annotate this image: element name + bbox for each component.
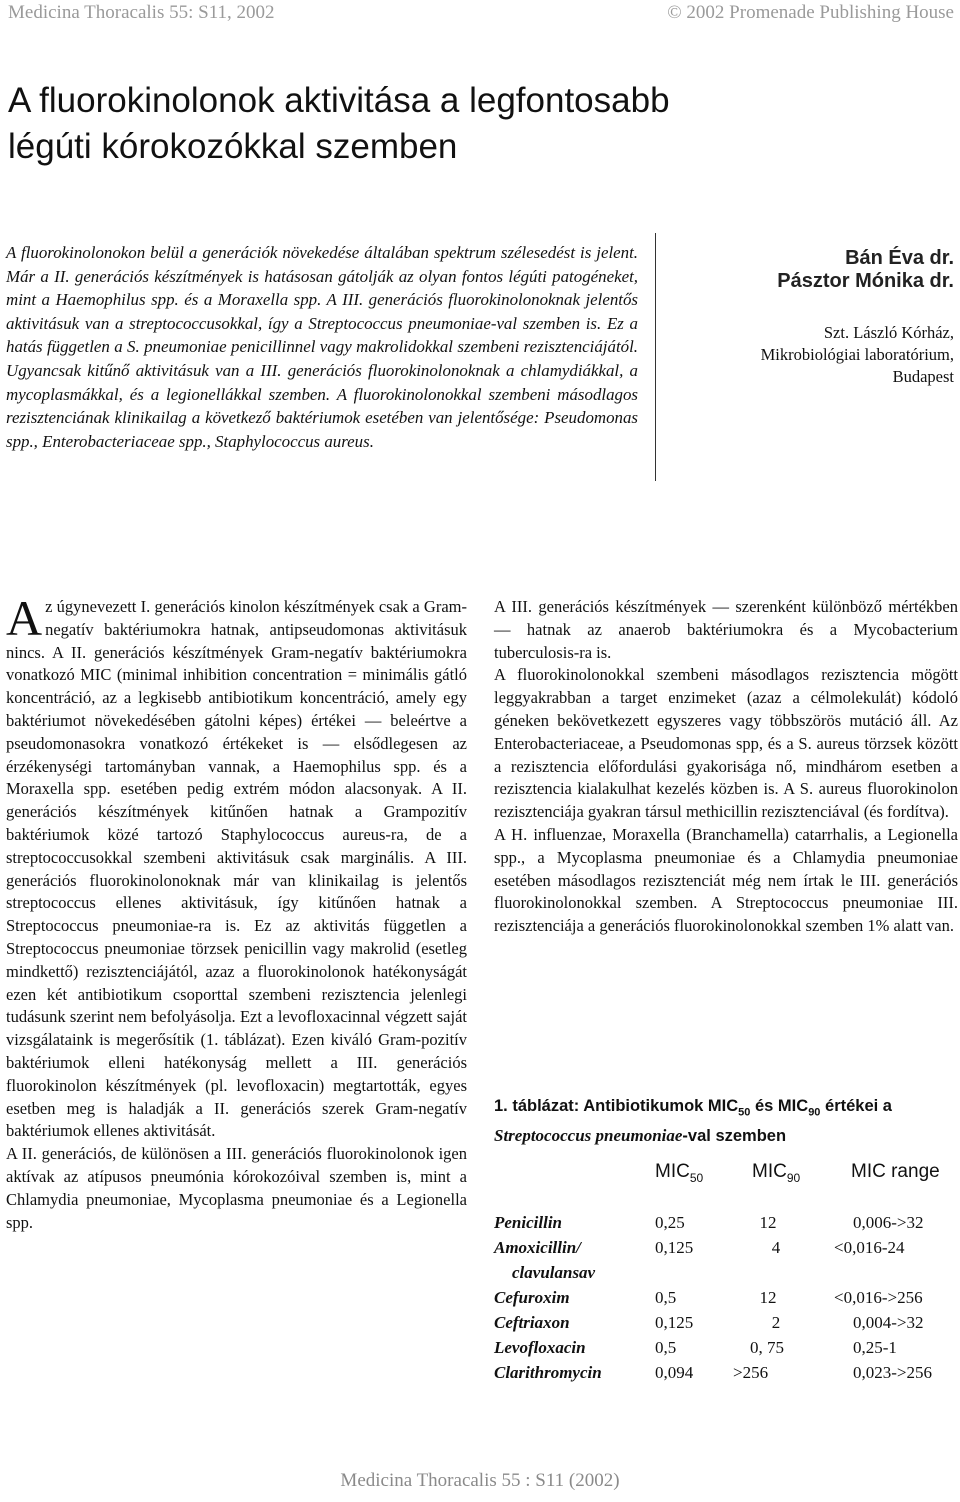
body-text: z úgynevezett I. generációs kinolon készítmények csak a Gram-negatív baktériumokra hatnak, antipseudomonas aktivitásuk nincs. A II. generációs készítmények Gram-negatív baktériumokra vonatkozó MIC (minimal inhibition concentration = minimális gátló koncentráció, az a legkisebb antibiotikum koncentráció, amely egy baktériumot növekedésében gátolni képes) értékei — beleértve a pseudomonasokra vonatkozó értékeket is — elsődlegesen az érzékenységi tartományban vannak, a Haemophilus spp. és a Moraxella spp. esetében pedig extrém módon alacsonyak. A II. generációs készítmények kitűnően hatnak a Grampozitív baktériumok közé tartozó Staphylococcus aureus-ra, de a streptococcusokkal szembeni aktivitásuk csak marginális. A III. generációs fluorokinolonoknak már van klinikailag is jelentős streptococcus ellenes aktivitásuk, így kitűnően hatnak a Streptococcus pneumoniae-ra is. Ez az aktivitás független a Streptococcus pneumoniae törzsek penicillin vagy makrolid (esetleg mindkettő) rezisztenciájától, azaz a fluorokinolonok hatékonyságát ezen két antibiotikum csoporttal szembeni rezisztencia jelenlegi tudásunk szerint nem befolyásolja. Ezt a levofloxacinnal végzett saját vizsgálataink is megerősítik (1. táblázat). Ezen kiváló Gram-pozitív baktériumok elleni hatékonyság mellett a III. generációs fluorokinolon készítmények (pl. levofloxacin) megtartották, egyes esetben meg is haladják a II. generációs szerek Gram-negatív baktériumok ellenes aktivitását. <box>6 597 467 1141</box>
table-cell-range: 0,25-1 <box>853 1338 897 1357</box>
abstract <box>6 241 638 453</box>
author-name: Bán Éva dr. <box>845 247 954 269</box>
affiliation <box>664 322 954 388</box>
author-name: Pásztor Mónika dr. <box>777 270 954 292</box>
article-title <box>8 78 670 170</box>
page-footer: Medicina Thoracalis 55 : S11 (2002) <box>340 1470 620 1491</box>
affiliation-line: Szt. László Kórház, <box>823 323 954 342</box>
table-cell-drug: Ceftriaxon <box>494 1313 570 1332</box>
table-cell-mic90: 12 <box>759 1288 777 1307</box>
title-line-1: A fluorokinolonok aktivitása a legfontosabb <box>8 81 670 120</box>
table-cell-mic50: 0,5 <box>655 1288 677 1307</box>
table-cell-mic50: 0,094 <box>655 1363 694 1382</box>
affiliation-line: Mikrobiológiai laboratórium, <box>760 345 954 364</box>
table-cell-mic90: 4 <box>771 1238 781 1257</box>
body-paragraph: A fluorokinolonokkal szembeni másodlagos rezisztencia mögött leggyakrabban a target enzimeket (azaz a célmolekulát) kódoló géneken bekövetkezett egyszeres vagy többszörös mutáció áll. Az Enterobacteriaceae, a Pseudomonas spp, és a S. aureus törzsek között a rezisztencia előfordulási gyakorisága nő, mindhárom esetben a rezisztencia kialakulhat kezelés közben is. A S. aureus fluorokinolon rezisztenciája gyakran társul methicillin rezisztenciával (és fordítva). <box>494 665 958 822</box>
table-cell-drug: Amoxicillin/ <box>494 1238 581 1257</box>
table-cell-range: <0,016->256 <box>834 1288 923 1307</box>
table-cell-mic90: 2 <box>771 1313 781 1332</box>
body-paragraph: A H. influenzae, Moraxella (Branchamella) catarrhalis, a Legionella spp., a Mycoplasma pneumoniae és a Chlamydia pneumoniae esetében másodlagos rezisztenciát még nem írtak le III. generációs fluorokinolonokkal szemben. A Streptococcus pneumoniae III. rezisztenciája a generációs fluorokinolonokkal szemben 1% alatt van. <box>494 824 958 936</box>
table-cell-drug: Penicillin <box>494 1213 562 1232</box>
table-cell-drug: Cefuroxim <box>494 1288 570 1307</box>
affiliation-line: Budapest <box>892 367 954 386</box>
table-cell-drug: Clarithromycin <box>494 1363 602 1382</box>
body-paragraph: A II. generációs, de különösen a III. generációs fluorokinolonok igen aktívak az atípusos pneumónia kórokozóival szemben is, mint a Chlamydia pneumoniae, Mycoplasma pneumoniae és a Legionella spp. <box>6 1144 467 1232</box>
table-cell-mic90: 0, 75 <box>750 1338 784 1357</box>
table-cell-range: 0,006->32 <box>853 1213 924 1232</box>
table-cell-range: <0,016-24 <box>834 1238 905 1257</box>
table-header-mic50: $MIC_{50}$ <box>655 1161 704 1185</box>
table-cell-mic50: 0,5 <box>655 1338 677 1357</box>
journal-citation: Medicina Thoracalis 55: S11, 2002 <box>8 2 275 23</box>
table-cell-mic90: 12 <box>759 1213 777 1232</box>
table-cell-mic50: 0,25 <box>655 1213 685 1232</box>
copyright-notice: © 2002 Promenade Publishing House <box>667 2 954 23</box>
authors <box>674 247 954 293</box>
body-column-left <box>6 590 467 1234</box>
body-paragraph <box>6 590 467 1143</box>
table-cell-range: 0,004->32 <box>853 1313 924 1332</box>
table-cell-mic90: >256 <box>733 1363 769 1382</box>
table-cell-range: 0,023->256 <box>853 1363 932 1382</box>
body-paragraph: A III. generációs készítmények — szerenként különböző mértékben — hatnak az anaerob baktériumokra és a Mycobacterium tuberculosis-ra is. <box>494 597 958 662</box>
table-cell-mic50: 0,125 <box>655 1238 694 1257</box>
table-header-mic90: $MIC_{90}$ <box>752 1161 801 1185</box>
drop-cap: A <box>6 590 43 646</box>
abstract-text: A fluorokinolonokon belül a generációk növekedése általában spektrum szélesedést is jelent. Már a II. generációs készítmények is hatásosan gátolják az olyan fontos légúti patogéneket, mint a Haemophilus spp. és a Moraxella spp. A III. generációs fluorokinolonoknak jelentős aktivitásuk van a streptococcusokkal, így a Streptococcus pneumoniae-val szemben is. Ez a hatás független a S. pneumoniae penicillinnel vagy makrolidokkal szembeni rezisztenciájától. Ugyancsak kitűnő aktivitásuk van a III. generációs fluorokinolonoknak a chlamydiákkal, a mycoplasmákkal, és a legionellákkal szemben. A fluorokinolonokkal szembeni másodlagos rezisztenciának klinikailag a következő baktériumok esetében van jelentősége: Pseudomonas spp., Enterobacteriaceae spp., Staphylococcus aureus. <box>6 243 638 451</box>
divider-line <box>655 233 656 481</box>
table-cell-drug-cont: clavulansav <box>512 1263 596 1282</box>
table-caption: 1. táblázat: Antibiotikumok $MIC_{50}$ és $MIC_{90}$ értékei a Streptococcus pneumoniae-val szemben <box>494 1097 892 1146</box>
body-column-right <box>494 596 958 938</box>
table-cell-drug: Levofloxacin <box>494 1338 586 1357</box>
title-line-2: légúti kórokozókkal szemben <box>8 127 458 166</box>
table-cell-mic50: 0,125 <box>655 1313 694 1332</box>
table-header-range: MIC range <box>851 1161 940 1182</box>
